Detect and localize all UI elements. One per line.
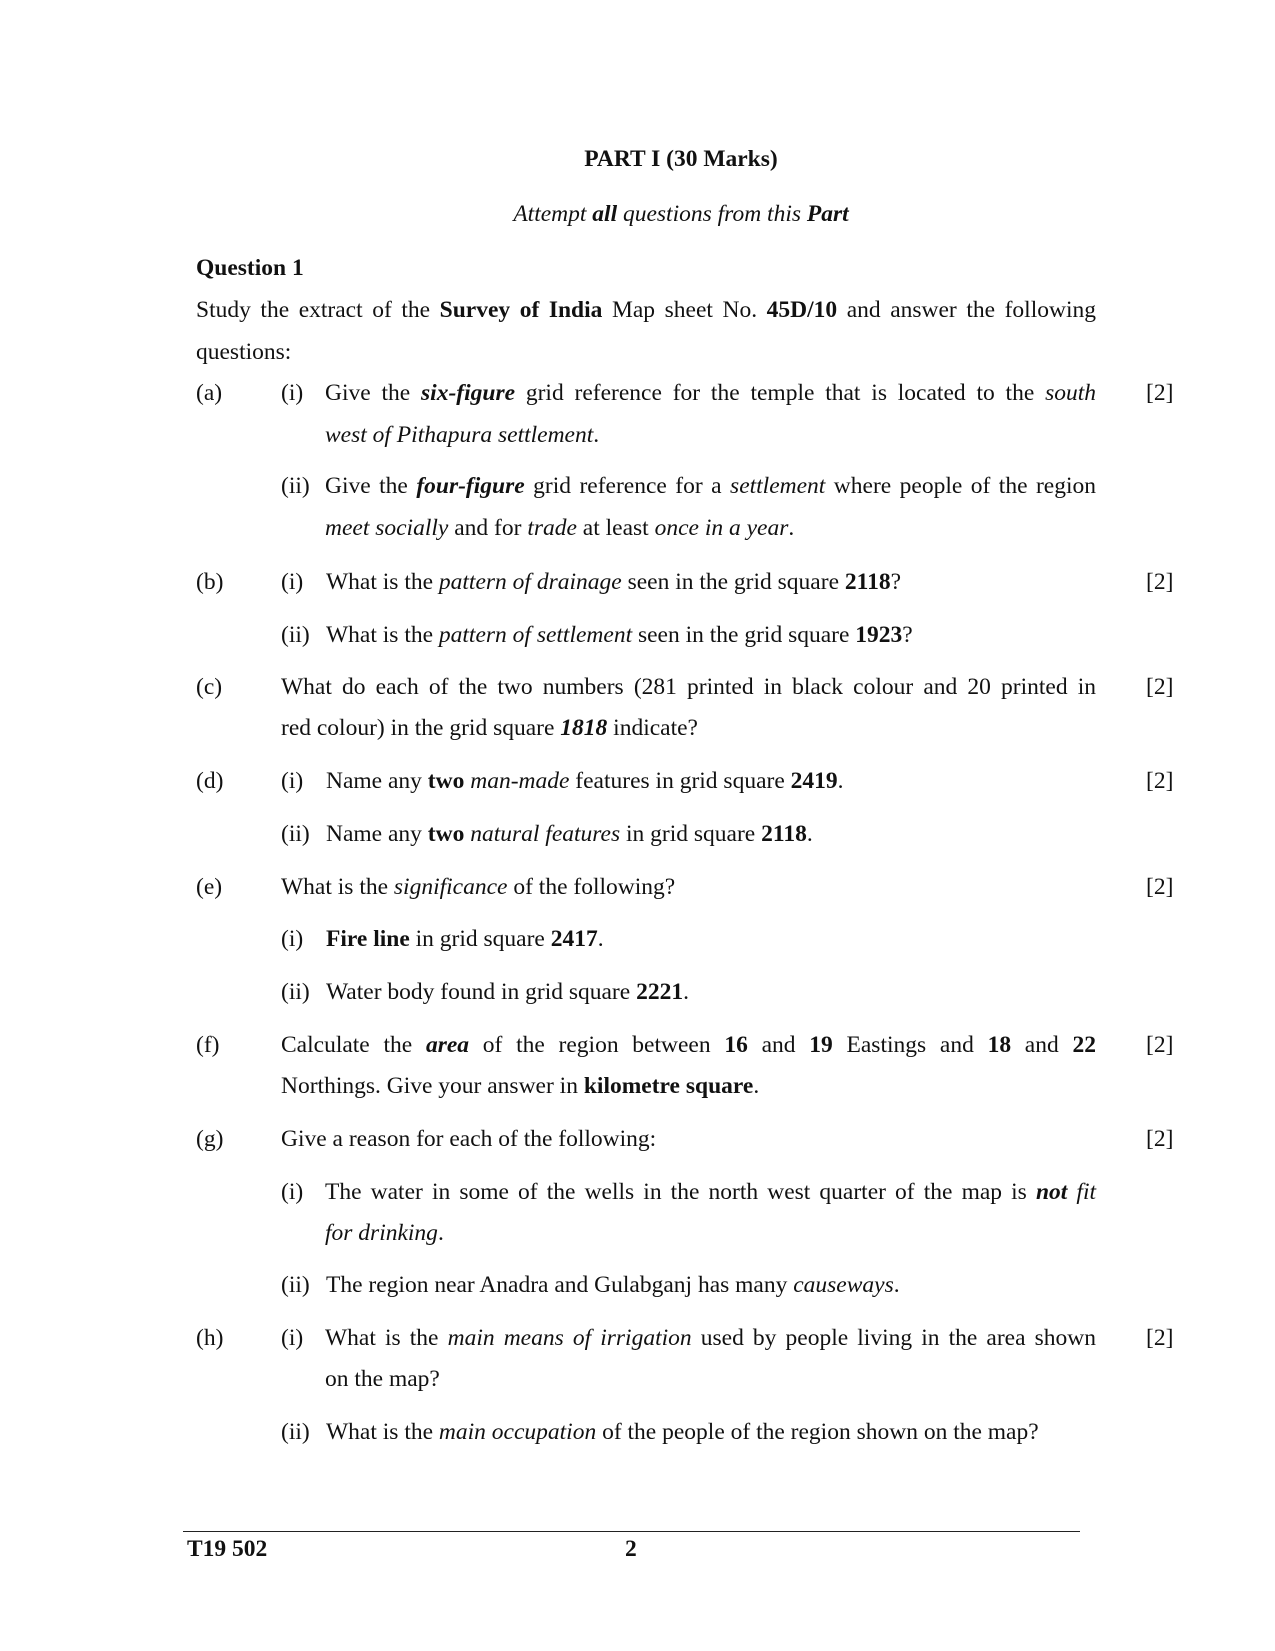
question-intro-line1: Study the extract of the Survey of India Map sheet No. 45D/10 and answer the following [196, 297, 1096, 323]
part-c-label: (c) [196, 674, 223, 700]
question-intro-line2: questions: [196, 339, 292, 365]
part-h-marks: [2] [1146, 1325, 1174, 1351]
part-e-i-text: Fire line in grid square 2417. [326, 926, 604, 952]
part-d-i-text: Name any two man-made features in grid square 2419. [326, 768, 844, 794]
part-a-marks: [2] [1146, 380, 1174, 406]
part-a-i-num: (i) [281, 380, 304, 406]
part-h-ii-num: (ii) [281, 1419, 310, 1445]
part-e-ii-num: (ii) [281, 979, 310, 1005]
question-title: Question 1 [196, 255, 304, 281]
part-instruction: Attempt all questions from this Part [513, 201, 849, 227]
part-a-ii-line2: meet socially and for trade at least once in a year. [325, 515, 795, 541]
part-a-label: (a) [196, 380, 223, 406]
part-g-i-line1: The water in some of the wells in the north west quarter of the map is not fit [325, 1179, 1096, 1205]
part-d-ii-num: (ii) [281, 821, 310, 847]
part-e-text: What is the significance of the following? [281, 874, 676, 900]
part-g-i-num: (i) [281, 1179, 304, 1205]
part-c-line2: red colour) in the grid square 1818 indicate? [281, 715, 698, 741]
footer-page-number: 2 [625, 1536, 637, 1562]
part-a-i-line1: Give the six-figure grid reference for the temple that is located to the south [325, 380, 1097, 406]
part-b-label: (b) [196, 569, 224, 595]
part-e-marks: [2] [1146, 874, 1174, 900]
part-h-i-num: (i) [281, 1325, 304, 1351]
part-g-ii-text: The region near Anadra and Gulabganj has many causeways. [326, 1272, 900, 1298]
part-b-marks: [2] [1146, 569, 1174, 595]
part-a-ii-num: (ii) [281, 473, 310, 499]
part-d-i-num: (i) [281, 768, 304, 794]
part-e-ii-text: Water body found in grid square 2221. [326, 979, 689, 1005]
part-f-line1: Calculate the area of the region between 16 and 19 Eastings and 18 and 22 [281, 1032, 1096, 1058]
part-a-ii-line1: Give the four-figure grid reference for a settlement where people of the region [325, 473, 1096, 499]
part-g-marks: [2] [1146, 1126, 1174, 1152]
part-h-i-line2: on the map? [325, 1366, 440, 1392]
part-g-label: (g) [196, 1126, 224, 1152]
part-g-text: Give a reason for each of the following: [281, 1126, 657, 1152]
part-f-line2: Northings. Give your answer in kilometre square. [281, 1073, 760, 1099]
part-a-i-line2: west of Pithapura settlement. [325, 422, 600, 448]
part-d-ii-text: Name any two natural features in grid square 2118. [326, 821, 813, 847]
part-d-marks: [2] [1146, 768, 1174, 794]
part-c-line1: What do each of the two numbers (281 printed in black colour and 20 printed in [281, 674, 1096, 700]
part-b-ii-text: What is the pattern of settlement seen in the grid square 1923? [326, 622, 913, 648]
part-title: PART I (30 Marks) [584, 146, 778, 172]
part-h-i-line1: What is the main means of irrigation used by people living in the area shown [325, 1325, 1096, 1351]
part-f-label: (f) [196, 1032, 220, 1058]
part-b-ii-num: (ii) [281, 622, 310, 648]
part-d-label: (d) [196, 768, 224, 794]
part-g-ii-num: (ii) [281, 1272, 310, 1298]
footer-rule [183, 1531, 1080, 1532]
part-g-i-line2: for drinking. [325, 1220, 444, 1246]
part-f-marks: [2] [1146, 1032, 1174, 1058]
part-e-i-num: (i) [281, 926, 304, 952]
part-c-marks: [2] [1146, 674, 1174, 700]
footer-paper-code: T19 502 [187, 1536, 268, 1562]
part-b-i-text: What is the pattern of drainage seen in the grid square 2118? [326, 569, 902, 595]
part-h-label: (h) [196, 1325, 224, 1351]
part-e-label: (e) [196, 874, 223, 900]
part-h-ii-text: What is the main occupation of the people of the region shown on the map? [326, 1419, 1039, 1445]
part-b-i-num: (i) [281, 569, 304, 595]
